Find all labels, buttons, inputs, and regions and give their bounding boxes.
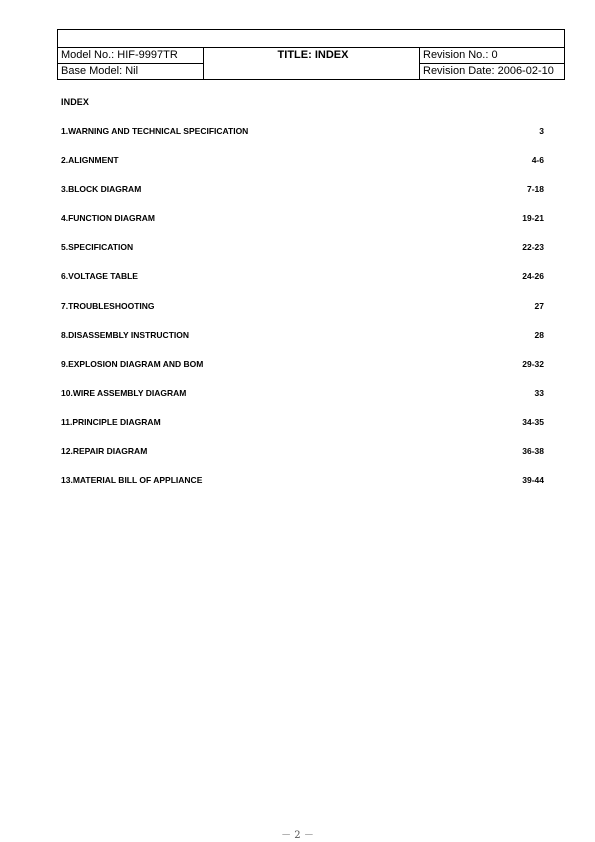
toc-entry-label: 9.EXPLOSION DIAGRAM AND BOM [61, 358, 204, 369]
toc-entry-label: 11.PRINCIPLE DIAGRAM [61, 416, 161, 427]
toc-entry-label: 10.WIRE ASSEMBLY DIAGRAM [61, 387, 187, 398]
toc-entry-label: 6.VOLTAGE TABLE [61, 271, 138, 282]
toc-entry[interactable] [61, 126, 544, 155]
toc-entry[interactable] [61, 330, 544, 359]
document-title: TITLE: INDEX [204, 48, 420, 80]
toc-entry-pages: 4-6 [531, 155, 544, 166]
header-blank-row [58, 30, 564, 48]
toc-entry-pages: 34-35 [522, 416, 544, 427]
toc-entry[interactable] [61, 242, 544, 271]
toc-entry[interactable] [61, 184, 544, 213]
toc-entry-pages: 27 [534, 300, 544, 311]
toc-entry[interactable] [61, 475, 544, 504]
toc-entry-label: 8.DISASSEMBLY INSTRUCTION [61, 329, 189, 340]
toc-entry-pages: 22-23 [522, 242, 544, 253]
toc-entry-pages: 33 [534, 387, 544, 398]
page-number-footer: － 2 － [281, 830, 314, 841]
toc-entry-pages: 39-44 [522, 475, 544, 486]
toc-entry-label: 1.WARNING AND TECHNICAL SPECIFICATION [61, 126, 249, 136]
toc-entry-pages: 3 [539, 126, 544, 136]
toc-entry[interactable] [61, 271, 544, 300]
revision-number: Revision No.: 0 [420, 48, 564, 64]
toc-entry-pages: 7-18 [526, 184, 544, 195]
toc-entry-label: 2.ALIGNMENT [61, 155, 119, 166]
index-heading: INDEX [61, 97, 90, 107]
toc-entry-pages: 29-32 [522, 358, 544, 369]
toc-entry-label: 4.FUNCTION DIAGRAM [61, 213, 155, 224]
toc-entry[interactable] [61, 301, 544, 330]
document-header-table [57, 29, 565, 80]
toc-entry[interactable] [61, 213, 544, 242]
toc-entry[interactable] [61, 359, 544, 388]
revision-date: Revision Date: 2006-02-10 [423, 65, 554, 77]
table-of-contents [61, 126, 544, 504]
toc-entry-label: 3.BLOCK DIAGRAM [61, 184, 142, 195]
toc-entry[interactable] [61, 446, 544, 475]
toc-entry-label: 12.REPAIR DIAGRAM [61, 446, 148, 457]
toc-entry[interactable] [61, 417, 544, 446]
toc-entry-pages: 36-38 [522, 446, 544, 457]
toc-entry-label: 5.SPECIFICATION [61, 242, 134, 253]
toc-entry-pages: 24-26 [522, 271, 544, 282]
model-number: Model No.: HIF-9997TR [58, 48, 204, 64]
toc-entry-pages: 19-21 [522, 213, 544, 224]
toc-entry-label: 7.TROUBLESHOOTING [61, 300, 155, 311]
toc-entry-label: 13.MATERIAL BILL OF APPLIANCE [61, 475, 203, 486]
base-model: Base Model: Nil [58, 64, 204, 80]
toc-entry-pages: 28 [534, 329, 544, 340]
toc-entry[interactable] [61, 155, 544, 184]
toc-entry[interactable] [61, 388, 544, 417]
